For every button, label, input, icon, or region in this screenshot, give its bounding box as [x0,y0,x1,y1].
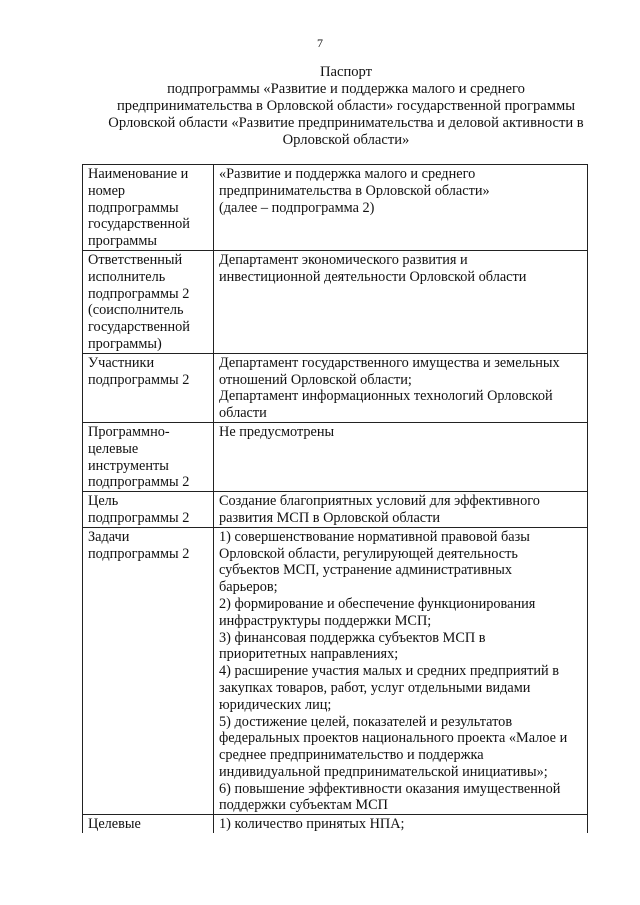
row-value-line: 2) формирование и обеспечение функционирования [219,595,536,612]
table-row [83,353,588,422]
row-label-line: исполнитель [88,268,166,285]
table-row [83,422,588,491]
row-value-cell [214,422,588,491]
row-label-line: программы [88,233,158,250]
row-value-line: среднее предпринимательство и поддержка [219,747,484,764]
row-label-cell [83,353,214,422]
row-value-line: инвестиционной деятельности Орловской области [219,268,527,285]
row-value-cell [214,165,588,251]
row-label-line: подпрограммы [88,199,179,216]
title-line: Паспорт [319,64,373,80]
row-label-line: программы) [88,335,162,352]
row-label-cell [83,422,214,491]
table-row [83,815,588,834]
row-label-cell [83,527,214,815]
row-value-line: приоритетных направлениях; [219,646,399,663]
row-value-line: закупках товаров, работ, услуг отдельными видами [219,679,531,696]
row-value-line: Департамент государственного имущества и земельных [219,354,560,371]
row-value-line: Департамент экономического развития и [219,251,468,268]
table-row [83,527,588,815]
row-value-line: барьеров; [219,579,278,596]
row-value-line: предпринимательства в Орловской области» [219,182,490,199]
passport-table-body [83,165,588,834]
row-value-line: 6) повышение эффективности оказания имущественной [219,780,561,797]
row-value-line: субъектов МСП, устранение административных [219,562,512,579]
row-value-cell [214,527,588,815]
row-value-line: Департамент информационных технологий Орловской [219,388,553,405]
row-value-cell [214,250,588,353]
row-value-line: поддержки субъектам МСП [219,797,388,814]
row-value-line: Орловской области, регулирующей деятельность [219,545,518,562]
row-value-line: Не предусмотрены [219,423,335,440]
row-value-line: 5) достижение целей, показателей и результатов [219,713,513,730]
row-label-cell [83,815,214,834]
row-value-line: области [219,405,267,422]
row-label-line: подпрограммы 2 [88,285,190,302]
row-label-cell [83,165,214,251]
row-label-line: Наименование и [88,166,189,182]
title-line: подпрограммы «Развитие и поддержка малого и среднего [167,81,525,97]
table-row [83,250,588,353]
row-label-line: государственной [88,216,190,233]
title-line: Орловской области» [282,132,410,148]
row-label-line: Цель [88,493,119,510]
page-number: 7 [317,36,323,50]
row-value-line: (далее – подпрограмма 2) [219,199,375,216]
table-row [83,492,588,528]
row-value-line: «Развитие и поддержка малого и среднего [219,166,476,182]
row-label-line: (соисполнитель [88,302,184,319]
row-value-line: федеральных проектов национального проекта «Малое и [219,730,568,747]
row-label-line: Задачи [88,528,130,545]
row-label-line: номер [88,182,126,199]
row-label-line: целевые [88,440,139,457]
row-label-line: Участники [88,354,155,371]
row-label-cell [83,250,214,353]
row-value-line: развития МСП в Орловской области [219,509,441,526]
row-label-line: инструменты [88,457,169,474]
row-label-line: Целевые [88,816,141,833]
row-value-line: юридических лиц; [219,696,332,713]
row-value-cell [214,492,588,528]
row-value-line: 3) финансовая поддержка субъектов МСП в [219,629,486,646]
row-label-line: подпрограммы 2 [88,371,190,388]
document-title [88,64,604,149]
row-label-line: подпрограммы 2 [88,474,190,491]
row-label-line: подпрограммы 2 [88,545,190,562]
title-line: Орловской области «Развитие предпринимательства и деловой активности в [108,115,584,131]
row-label-line: Ответственный [88,251,183,268]
row-value-line: отношений Орловской области; [219,371,412,388]
row-value-line: 4) расширение участия малых и средних предприятий в [219,663,559,680]
row-label-line: Программно- [88,423,170,440]
row-value-line: Создание благоприятных условий для эффективного [219,493,540,510]
row-value-line: индивидуальной предпринимательской инициативы»; [219,763,548,780]
row-label-line: государственной [88,319,190,336]
title-line: предпринимательства в Орловской области» государственной программы [116,98,576,114]
row-value-line: 1) совершенствование нормативной правовой базы [219,528,530,545]
row-value-cell [214,815,588,834]
passport-table [82,164,588,833]
row-label-line: подпрограммы 2 [88,509,190,526]
table-row [83,165,588,251]
row-value-cell [214,353,588,422]
row-value-line: инфраструктуры поддержки МСП; [219,612,432,629]
row-label-cell [83,492,214,528]
row-value-line: 1) количество принятых НПА; [219,816,405,833]
